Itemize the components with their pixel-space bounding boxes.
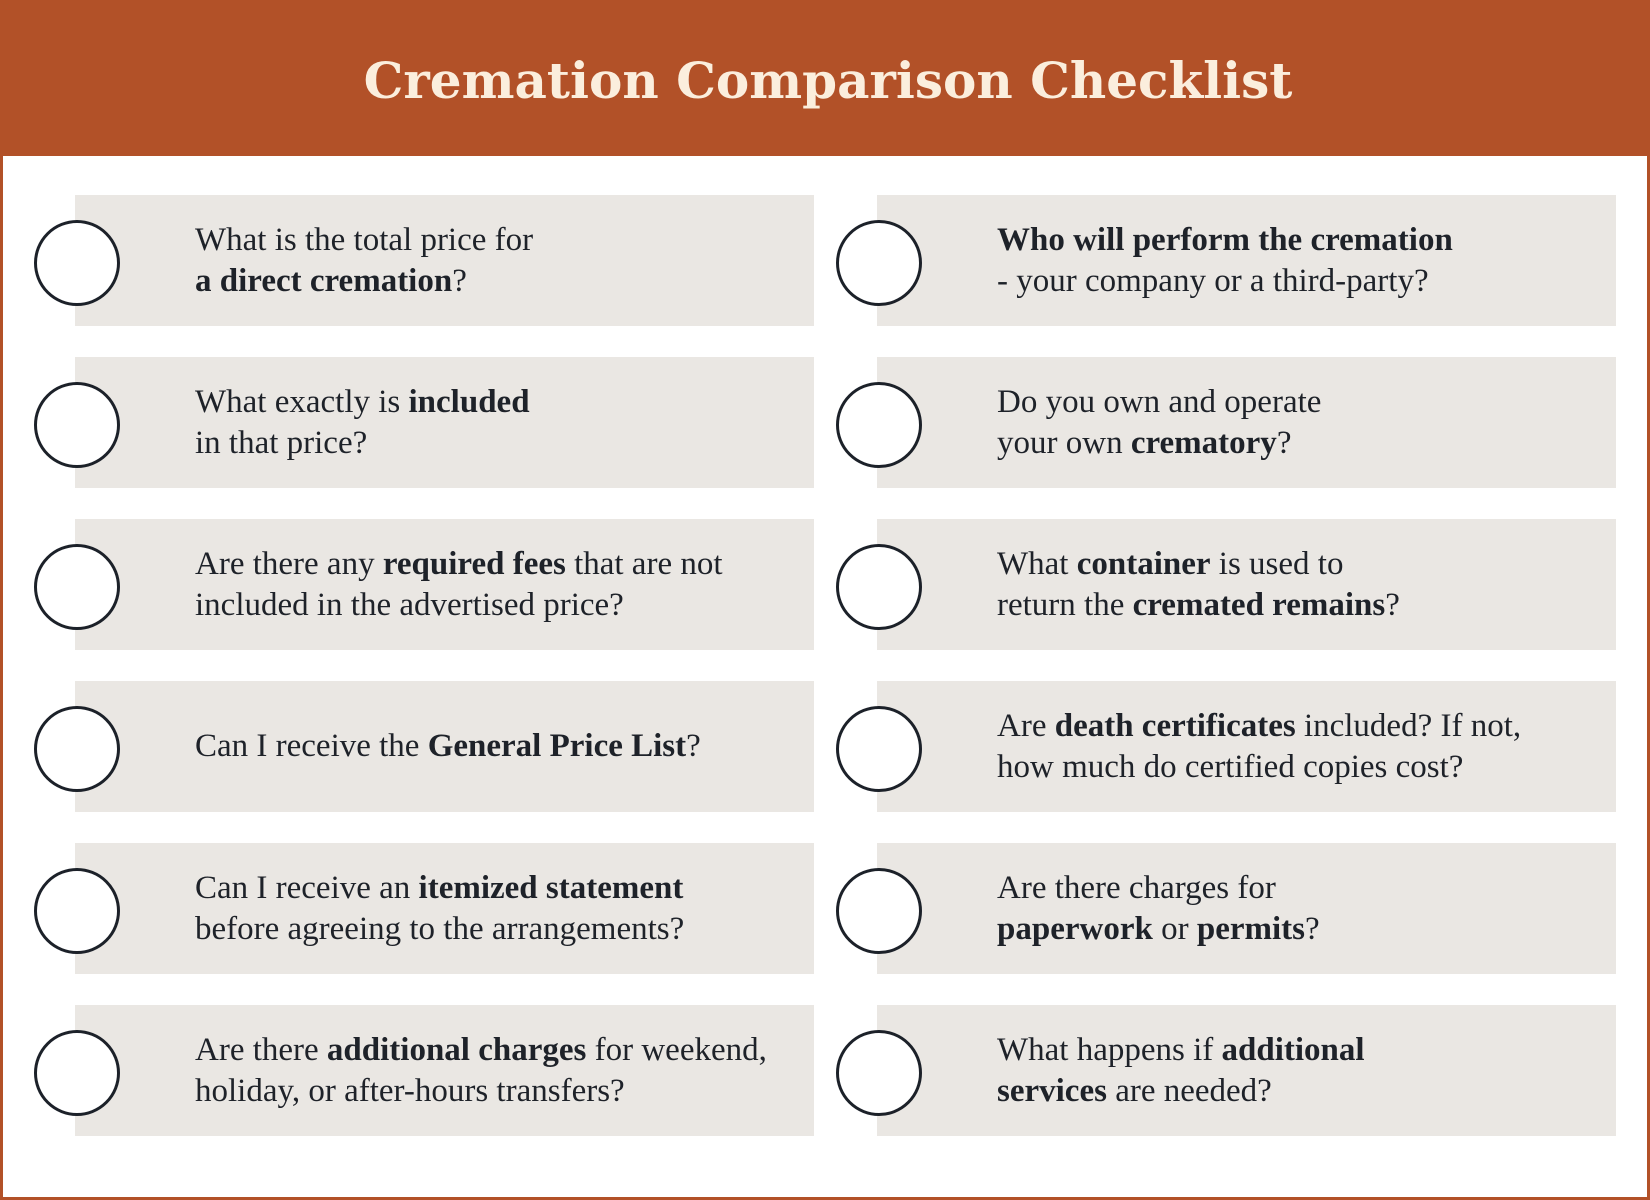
question-line (195, 868, 845, 909)
question-card (75, 843, 814, 974)
question-text (195, 195, 845, 326)
plain-text: What exactly is (195, 383, 409, 420)
checklist-item-left-5 (34, 843, 834, 975)
question-card (877, 195, 1616, 326)
checklist-item-right-4 (836, 681, 1636, 813)
checkbox-circle[interactable] (34, 1030, 120, 1116)
plain-text: are needed? (1106, 1072, 1272, 1109)
question-text (997, 1005, 1647, 1136)
question-text (195, 519, 845, 650)
plain-text: how much do certified copies cost? (997, 748, 1464, 785)
emphasis-text: additional (1221, 1031, 1365, 1068)
checkbox-circle[interactable] (836, 382, 922, 468)
plain-text: ? (686, 728, 701, 764)
plain-text: that are not (565, 545, 723, 582)
question-line (195, 544, 845, 585)
plain-text: Can I receive an (195, 869, 419, 906)
question-card (75, 519, 814, 650)
question-card (877, 357, 1616, 488)
emphasis-text: General Price List (427, 728, 687, 764)
plain-text: What happens if (997, 1031, 1222, 1068)
question-text (997, 843, 1647, 974)
checkbox-circle[interactable] (836, 868, 922, 954)
emphasis-text: crematory (1130, 424, 1277, 461)
plain-text: your own (997, 424, 1131, 461)
question-text (195, 843, 845, 974)
checkbox-circle[interactable] (34, 868, 120, 954)
plain-text: What (997, 545, 1077, 582)
plain-text: included in the advertised price? (195, 586, 624, 623)
question-line (997, 261, 1647, 302)
plain-text: - your company or a third-party? (997, 262, 1429, 299)
plain-text: ? (452, 262, 467, 299)
checklist-item-right-1 (836, 195, 1636, 327)
question-text (997, 519, 1647, 650)
question-card (877, 1005, 1616, 1136)
question-line (997, 868, 1647, 909)
checkbox-circle[interactable] (836, 544, 922, 630)
question-line (997, 220, 1647, 261)
question-line (195, 726, 845, 767)
plain-text: or (1152, 910, 1197, 947)
question-line (997, 1030, 1647, 1071)
question-card (877, 519, 1616, 650)
question-text (195, 357, 845, 488)
question-text (997, 195, 1647, 326)
checklist-item-left-6 (34, 1005, 834, 1137)
plain-text: before agreeing to the arrangements? (195, 910, 685, 947)
emphasis-text: cremated remains (1132, 586, 1386, 623)
question-line (195, 220, 845, 261)
plain-text: holiday, or after-hours transfers? (195, 1072, 625, 1109)
emphasis-text: services (997, 1072, 1107, 1109)
question-text (997, 681, 1647, 812)
plain-text: What is the total price for (195, 221, 534, 258)
page-title: Cremation Comparison Checklist (363, 50, 1293, 110)
header-banner (3, 0, 1650, 156)
question-card (877, 681, 1616, 812)
question-text (997, 357, 1647, 488)
checkbox-circle[interactable] (836, 220, 922, 306)
checklist-item-left-4 (34, 681, 834, 813)
checkbox-circle[interactable] (836, 1030, 922, 1116)
emphasis-text: included (408, 383, 530, 420)
plain-text: Are there (195, 1031, 327, 1068)
emphasis-text: a direct cremation (195, 262, 453, 299)
question-line (997, 1071, 1647, 1112)
question-card (75, 1005, 814, 1136)
plain-text: included? If not, (1295, 707, 1522, 744)
checkbox-circle[interactable] (34, 706, 120, 792)
plain-text: Are (997, 707, 1055, 744)
checklist-item-right-6 (836, 1005, 1636, 1137)
emphasis-text: required fees (382, 545, 566, 582)
checklist-item-left-2 (34, 357, 834, 489)
question-card (877, 843, 1616, 974)
plain-text: in that price? (195, 424, 368, 461)
question-line (997, 909, 1647, 950)
emphasis-text: container (1076, 545, 1211, 582)
plain-text: Are there charges for (997, 869, 1276, 906)
question-line (997, 585, 1647, 626)
plain-text: ? (1385, 586, 1400, 623)
checklist-item-right-3 (836, 519, 1636, 651)
question-line (997, 706, 1647, 747)
checkbox-circle[interactable] (34, 382, 120, 468)
checkbox-circle[interactable] (34, 544, 120, 630)
question-text (195, 681, 845, 812)
question-line (195, 585, 845, 626)
emphasis-text: Who will perform the cremation (997, 221, 1453, 258)
question-line (997, 423, 1647, 464)
question-card (75, 195, 814, 326)
plain-text: Can I receive the (195, 728, 428, 764)
question-card (75, 357, 814, 488)
question-line (997, 382, 1647, 423)
checkbox-circle[interactable] (34, 220, 120, 306)
question-line (195, 909, 845, 950)
question-line (997, 544, 1647, 585)
checklist-item-right-5 (836, 843, 1636, 975)
question-card (75, 681, 814, 812)
question-line (195, 1030, 845, 1071)
plain-text: Do you own and operate (997, 383, 1322, 420)
plain-text: ? (1304, 910, 1320, 947)
checklist-item-left-1 (34, 195, 834, 327)
plain-text: ? (1276, 424, 1292, 461)
emphasis-text: permits (1196, 910, 1305, 947)
checklist-item-right-2 (836, 357, 1636, 489)
checkbox-circle[interactable] (836, 706, 922, 792)
plain-text: Are there any (195, 545, 383, 582)
emphasis-text: itemized statement (418, 869, 684, 906)
emphasis-text: paperwork (997, 910, 1153, 947)
question-line (997, 747, 1647, 788)
emphasis-text: death certificates (1054, 707, 1296, 744)
question-line (195, 423, 845, 464)
emphasis-text: additional charges (326, 1031, 587, 1068)
question-text (195, 1005, 845, 1136)
question-line (195, 1071, 845, 1112)
checklist-item-left-3 (34, 519, 834, 651)
plain-text: is used to (1210, 545, 1344, 582)
plain-text: for weekend, (586, 1031, 767, 1068)
question-line (195, 261, 845, 302)
question-line (195, 382, 845, 423)
plain-text: return the (997, 586, 1133, 623)
